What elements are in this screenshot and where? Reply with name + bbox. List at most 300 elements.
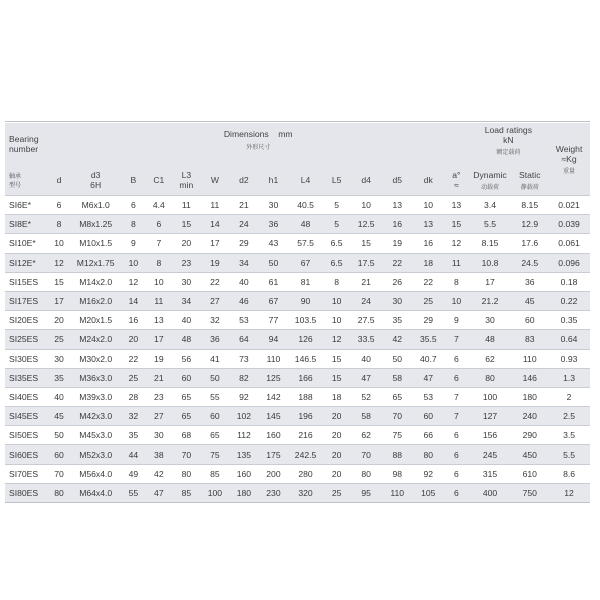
cell-d5: 50 [382, 349, 413, 368]
col-static-label: Static [519, 169, 541, 180]
cell-dynamic: 62 [469, 349, 512, 368]
cell-l3: 11 [172, 196, 201, 215]
cell-l3: 30 [172, 272, 201, 291]
cell-d3: M56x4.0 [70, 464, 121, 483]
cell-dk: 25 [413, 291, 445, 310]
col-l3-sub: min [179, 180, 194, 190]
cell-static: 83 [511, 330, 548, 349]
cell-alpha: 6 [444, 483, 469, 502]
col-d-header: d [48, 165, 70, 196]
cell-b: 8 [121, 215, 145, 234]
cell-d2: 53 [229, 311, 259, 330]
cell-d2: 102 [229, 407, 259, 426]
col-w-header: W [201, 165, 230, 196]
cell-b: 49 [121, 464, 145, 483]
cell-d4: 15 [350, 234, 382, 253]
cell-dk: 92 [413, 464, 445, 483]
cell-d2: 82 [229, 368, 259, 387]
cell-static: 60 [511, 311, 548, 330]
table-row [5, 464, 590, 483]
cell-c1: 27 [146, 407, 172, 426]
cell-l4: 146.5 [288, 349, 323, 368]
cell-h1: 145 [259, 407, 289, 426]
cell-l5: 20 [323, 445, 351, 464]
weight-cn-label: 重量 [563, 168, 576, 175]
table-row [5, 368, 590, 387]
cell-c1: 30 [146, 426, 172, 445]
cell-l3: 48 [172, 330, 201, 349]
cell-d5: 13 [382, 196, 413, 215]
table-row [5, 387, 590, 406]
cell-w: 65 [201, 426, 230, 445]
table-row [5, 330, 590, 349]
cell-static: 290 [511, 426, 548, 445]
cell-h1: 160 [259, 426, 289, 445]
cell-bearing: SI35ES [5, 368, 48, 387]
cell-d5: 110 [382, 483, 413, 502]
cell-b: 35 [121, 426, 145, 445]
cell-alpha: 8 [444, 272, 469, 291]
cell-d2: 24 [229, 215, 259, 234]
cell-d2: 34 [229, 253, 259, 272]
cell-alpha: 15 [444, 215, 469, 234]
cell-l3: 68 [172, 426, 201, 445]
cell-d4: 10 [350, 196, 382, 215]
cell-l4: 48 [288, 215, 323, 234]
cell-d5: 75 [382, 426, 413, 445]
cell-bearing: SI50ES [5, 426, 48, 445]
cell-alpha: 13 [444, 196, 469, 215]
cell-l5: 20 [323, 464, 351, 483]
cell-dynamic: 8.15 [469, 234, 512, 253]
cell-weight: 12 [548, 483, 590, 502]
cell-h1: 230 [259, 483, 289, 502]
cell-l5: 6.5 [323, 234, 351, 253]
col-dynamic-cn: 动载荷 [481, 184, 500, 191]
cell-d4: 21 [350, 272, 382, 291]
weight-header [548, 123, 590, 196]
cell-static: 12.9 [511, 215, 548, 234]
cell-l4: 320 [288, 483, 323, 502]
cell-d: 17 [48, 291, 70, 310]
table-row [5, 407, 590, 426]
col-d4-header: d4 [350, 165, 382, 196]
cell-w: 17 [201, 234, 230, 253]
cell-dk: 60 [413, 407, 445, 426]
cell-d: 70 [48, 464, 70, 483]
cell-l5: 5 [323, 196, 351, 215]
cell-bearing: SI40ES [5, 387, 48, 406]
cell-l4: 67 [288, 253, 323, 272]
bearing-header-line2: number [9, 144, 39, 154]
col-l3-label: L3 [181, 170, 192, 180]
cell-dk: 53 [413, 387, 445, 406]
cell-alpha: 6 [444, 464, 469, 483]
cell-h1: 200 [259, 464, 289, 483]
table-row [5, 483, 590, 502]
col-alpha-header [444, 165, 469, 196]
cell-d3: M42x3.0 [70, 407, 121, 426]
cell-l4: 126 [288, 330, 323, 349]
weight-label: Weight [555, 143, 583, 154]
cell-dynamic: 48 [469, 330, 512, 349]
cell-d: 15 [48, 272, 70, 291]
cell-l5: 8 [323, 272, 351, 291]
cell-b: 28 [121, 387, 145, 406]
cell-d5: 88 [382, 445, 413, 464]
load-unit-label: kN [503, 135, 514, 145]
cell-l4: 57.5 [288, 234, 323, 253]
cell-l3: 20 [172, 234, 201, 253]
cell-b: 22 [121, 349, 145, 368]
col-l3-header [172, 165, 201, 196]
cell-d: 50 [48, 426, 70, 445]
cell-d5: 22 [382, 253, 413, 272]
cell-static: 450 [511, 445, 548, 464]
cell-weight: 0.061 [548, 234, 590, 253]
cell-l4: 242.5 [288, 445, 323, 464]
cell-l4: 81 [288, 272, 323, 291]
table-row [5, 445, 590, 464]
cell-l5: 18 [323, 387, 351, 406]
cell-d5: 30 [382, 291, 413, 310]
cell-w: 50 [201, 368, 230, 387]
cell-bearing: SI45ES [5, 407, 48, 426]
table-row [5, 291, 590, 310]
cell-d3: M64x4.0 [70, 483, 121, 502]
cell-c1: 23 [146, 387, 172, 406]
cell-w: 41 [201, 349, 230, 368]
cell-w: 27 [201, 291, 230, 310]
cell-l5: 10 [323, 311, 351, 330]
col-dk-header: dk [413, 165, 445, 196]
bearing-number-header [5, 123, 48, 165]
cell-l4: 196 [288, 407, 323, 426]
col-l5-header: L5 [323, 165, 351, 196]
cell-w: 14 [201, 215, 230, 234]
cell-c1: 6 [146, 215, 172, 234]
cell-dynamic: 10.8 [469, 253, 512, 272]
cell-b: 9 [121, 234, 145, 253]
cell-d2: 92 [229, 387, 259, 406]
cell-d3: M36x3.0 [70, 368, 121, 387]
cell-d3: M16x2.0 [70, 291, 121, 310]
cell-d3: M12x1.75 [70, 253, 121, 272]
cell-weight: 0.64 [548, 330, 590, 349]
col-static-cn: 静载荷 [520, 184, 539, 191]
cell-d4: 52 [350, 387, 382, 406]
cell-dk: 105 [413, 483, 445, 502]
cell-static: 36 [511, 272, 548, 291]
cell-h1: 142 [259, 387, 289, 406]
bearing-cn-line1: 轴承 [9, 174, 22, 180]
cell-dk: 18 [413, 253, 445, 272]
cell-d3: M10x1.5 [70, 234, 121, 253]
table-body [5, 196, 590, 503]
cell-d: 35 [48, 368, 70, 387]
cell-bearing: SI6E* [5, 196, 48, 215]
cell-c1: 8 [146, 253, 172, 272]
cell-c1: 10 [146, 272, 172, 291]
cell-dk: 29 [413, 311, 445, 330]
cell-dynamic: 100 [469, 387, 512, 406]
load-ratings-group-header [469, 123, 548, 165]
cell-d5: 19 [382, 234, 413, 253]
cell-alpha: 7 [444, 330, 469, 349]
cell-d2: 29 [229, 234, 259, 253]
cell-d4: 27.5 [350, 311, 382, 330]
cell-h1: 43 [259, 234, 289, 253]
col-static-header [511, 165, 548, 196]
table-row [5, 426, 590, 445]
col-dynamic-label: Dynamic [473, 169, 507, 180]
col-l4-header: L4 [288, 165, 323, 196]
dimensions-cn-label: 外形尺寸 [246, 145, 271, 151]
cell-w: 75 [201, 445, 230, 464]
cell-bearing: SI30ES [5, 349, 48, 368]
cell-l3: 65 [172, 407, 201, 426]
cell-l5: 12 [323, 330, 351, 349]
cell-l5: 15 [323, 349, 351, 368]
cell-d5: 26 [382, 272, 413, 291]
cell-l4: 90 [288, 291, 323, 310]
cell-l3: 85 [172, 483, 201, 502]
cell-d: 45 [48, 407, 70, 426]
cell-c1: 4.4 [146, 196, 172, 215]
bearing-table [5, 123, 590, 503]
cell-alpha: 9 [444, 311, 469, 330]
cell-h1: 125 [259, 368, 289, 387]
cell-alpha: 10 [444, 291, 469, 310]
cell-d3: M24x2.0 [70, 330, 121, 349]
cell-weight: 0.93 [548, 349, 590, 368]
col-alpha-label: a° [452, 170, 461, 180]
col-dynamic-header [469, 165, 512, 196]
cell-h1: 61 [259, 272, 289, 291]
cell-d: 10 [48, 234, 70, 253]
table-row [5, 311, 590, 330]
cell-h1: 77 [259, 311, 289, 330]
table-row [5, 272, 590, 291]
cell-dk: 10 [413, 196, 445, 215]
cell-weight: 2.5 [548, 407, 590, 426]
cell-d: 25 [48, 330, 70, 349]
cell-alpha: 7 [444, 407, 469, 426]
cell-dynamic: 156 [469, 426, 512, 445]
cell-d4: 70 [350, 445, 382, 464]
cell-b: 12 [121, 272, 145, 291]
cell-l3: 80 [172, 464, 201, 483]
cell-w: 11 [201, 196, 230, 215]
cell-bearing: SI70ES [5, 464, 48, 483]
cell-bearing: SI8E* [5, 215, 48, 234]
cell-d5: 42 [382, 330, 413, 349]
cell-c1: 11 [146, 291, 172, 310]
cell-dynamic: 400 [469, 483, 512, 502]
col-d3-header [70, 165, 121, 196]
weight-unit-label: ≈Kg [561, 153, 577, 164]
cell-d: 60 [48, 445, 70, 464]
cell-alpha: 7 [444, 387, 469, 406]
cell-b: 16 [121, 311, 145, 330]
load-cn-label: 额定载荷 [496, 150, 521, 156]
cell-h1: 36 [259, 215, 289, 234]
cell-d3: M8x1.25 [70, 215, 121, 234]
cell-d5: 16 [382, 215, 413, 234]
cell-l3: 60 [172, 368, 201, 387]
cell-l5: 5 [323, 215, 351, 234]
col-b-header: B [121, 165, 145, 196]
cell-d2: 40 [229, 272, 259, 291]
cell-d4: 80 [350, 464, 382, 483]
cell-l5: 25 [323, 483, 351, 502]
cell-l3: 23 [172, 253, 201, 272]
cell-w: 19 [201, 253, 230, 272]
cell-d2: 135 [229, 445, 259, 464]
cell-weight: 0.021 [548, 196, 590, 215]
cell-bearing: SI12E* [5, 253, 48, 272]
cell-d5: 35 [382, 311, 413, 330]
cell-b: 10 [121, 253, 145, 272]
cell-l4: 188 [288, 387, 323, 406]
cell-d: 12 [48, 253, 70, 272]
cell-h1: 67 [259, 291, 289, 310]
cell-b: 14 [121, 291, 145, 310]
cell-static: 17.6 [511, 234, 548, 253]
cell-l3: 34 [172, 291, 201, 310]
cell-h1: 94 [259, 330, 289, 349]
cell-d4: 62 [350, 426, 382, 445]
cell-b: 32 [121, 407, 145, 426]
cell-l4: 216 [288, 426, 323, 445]
cell-w: 60 [201, 407, 230, 426]
cell-weight: 0.096 [548, 253, 590, 272]
cell-w: 55 [201, 387, 230, 406]
cell-l4: 103.5 [288, 311, 323, 330]
cell-d2: 160 [229, 464, 259, 483]
cell-l3: 70 [172, 445, 201, 464]
cell-b: 20 [121, 330, 145, 349]
cell-d5: 58 [382, 368, 413, 387]
cell-bearing: SI10E* [5, 234, 48, 253]
cell-static: 110 [511, 349, 548, 368]
cell-dk: 16 [413, 234, 445, 253]
cell-d: 6 [48, 196, 70, 215]
cell-static: 750 [511, 483, 548, 502]
cell-l5: 6.5 [323, 253, 351, 272]
col-h1-header: h1 [259, 165, 289, 196]
cell-dynamic: 30 [469, 311, 512, 330]
cell-h1: 110 [259, 349, 289, 368]
cell-h1: 175 [259, 445, 289, 464]
cell-static: 240 [511, 407, 548, 426]
cell-dynamic: 127 [469, 407, 512, 426]
cell-alpha: 6 [444, 368, 469, 387]
cell-dk: 40.7 [413, 349, 445, 368]
cell-weight: 5.5 [548, 445, 590, 464]
cell-bearing: SI80ES [5, 483, 48, 502]
cell-alpha: 11 [444, 253, 469, 272]
cell-d: 8 [48, 215, 70, 234]
cell-d4: 17.5 [350, 253, 382, 272]
cell-dynamic: 80 [469, 368, 512, 387]
cell-d5: 98 [382, 464, 413, 483]
cell-l4: 280 [288, 464, 323, 483]
bearing-header-line1: Bearing [9, 134, 39, 144]
cell-d3: M20x1.5 [70, 311, 121, 330]
cell-d: 20 [48, 311, 70, 330]
cell-l4: 166 [288, 368, 323, 387]
table-row [5, 253, 590, 272]
cell-l3: 15 [172, 215, 201, 234]
cell-dynamic: 17 [469, 272, 512, 291]
cell-d3: M45x3.0 [70, 426, 121, 445]
table-row [5, 215, 590, 234]
cell-dk: 35.5 [413, 330, 445, 349]
cell-l3: 56 [172, 349, 201, 368]
cell-static: 146 [511, 368, 548, 387]
cell-c1: 42 [146, 464, 172, 483]
cell-d2: 112 [229, 426, 259, 445]
cell-w: 22 [201, 272, 230, 291]
cell-d: 40 [48, 387, 70, 406]
cell-weight: 2 [548, 387, 590, 406]
cell-weight: 3.5 [548, 426, 590, 445]
cell-b: 25 [121, 368, 145, 387]
top-rule [5, 121, 590, 122]
cell-d4: 58 [350, 407, 382, 426]
cell-static: 45 [511, 291, 548, 310]
cell-d4: 12.5 [350, 215, 382, 234]
cell-d2: 21 [229, 196, 259, 215]
cell-c1: 7 [146, 234, 172, 253]
cell-b: 44 [121, 445, 145, 464]
cell-d2: 64 [229, 330, 259, 349]
col-c1-header: C1 [146, 165, 172, 196]
cell-h1: 30 [259, 196, 289, 215]
cell-d4: 24 [350, 291, 382, 310]
cell-weight: 0.22 [548, 291, 590, 310]
cell-dynamic: 21.2 [469, 291, 512, 310]
cell-alpha: 6 [444, 445, 469, 464]
dimensions-label: Dimensions mm [223, 129, 293, 139]
cell-dk: 13 [413, 215, 445, 234]
cell-dk: 80 [413, 445, 445, 464]
load-ratings-label: Load ratings [484, 125, 533, 135]
cell-c1: 19 [146, 349, 172, 368]
cell-l5: 10 [323, 291, 351, 310]
cell-weight: 0.35 [548, 311, 590, 330]
cell-d3: M39x3.0 [70, 387, 121, 406]
cell-d2: 180 [229, 483, 259, 502]
cell-l5: 20 [323, 407, 351, 426]
bearing-spec-sheet [5, 123, 590, 503]
cell-l3: 65 [172, 387, 201, 406]
dimensions-group-header [48, 123, 469, 165]
cell-l5: 15 [323, 368, 351, 387]
cell-dynamic: 245 [469, 445, 512, 464]
cell-dk: 22 [413, 272, 445, 291]
cell-alpha: 6 [444, 349, 469, 368]
cell-l4: 40.5 [288, 196, 323, 215]
cell-d3: M6x1.0 [70, 196, 121, 215]
cell-c1: 17 [146, 330, 172, 349]
bearing-cn-header [5, 165, 48, 196]
cell-bearing: SI15ES [5, 272, 48, 291]
col-alpha-sub: ≈ [454, 180, 459, 190]
cell-d5: 65 [382, 387, 413, 406]
cell-static: 8.15 [511, 196, 548, 215]
